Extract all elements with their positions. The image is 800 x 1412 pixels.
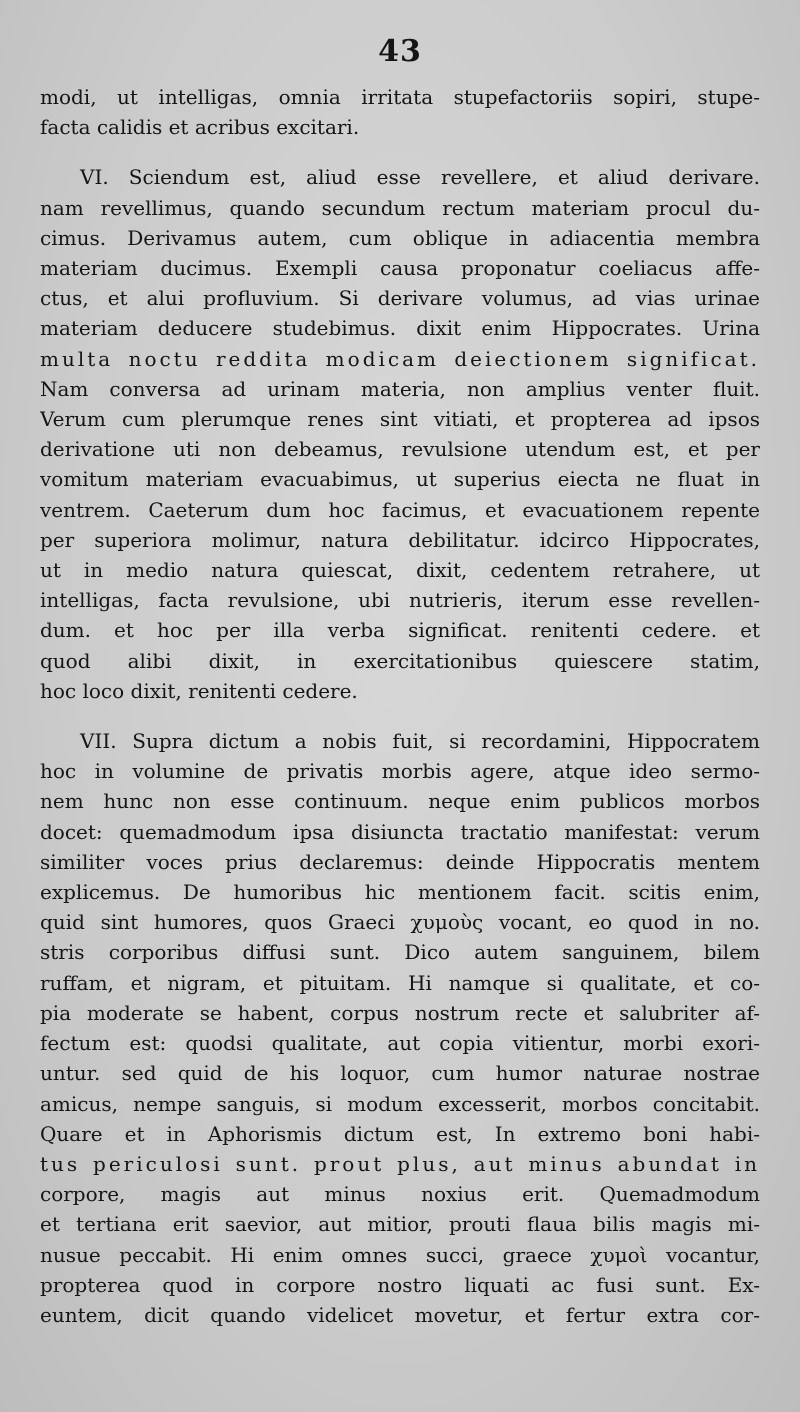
text-line: euntem, dicit quando videlicet movetur, et fertur extra cor- [40, 1302, 760, 1327]
text-line: hoc loco dixit, renitenti cedere. [40, 678, 358, 703]
text-line: nem hunc non esse continuum. neque enim publicos morbos [40, 789, 760, 814]
text-line: Verum cum plerumque renes sint vitiati, et propterea ad ipsos [40, 407, 760, 432]
text-line: similiter voces prius declaremus: deinde Hippocratis mentem [40, 849, 760, 874]
text-line: hoc in volumine de privatis morbis agere, atque ideo sermo- [40, 759, 760, 784]
page-number: 43 [378, 34, 422, 69]
text-line: VI. Sciendum est, aliud esse revellere, et aliud derivare. [80, 165, 760, 190]
text-line: materiam ducimus. Exempli causa proponatur coeliacus affe- [40, 256, 760, 281]
paragraph-vii [40, 726, 760, 1330]
text-line: Quare et in Aphorismis dictum est, In extremo boni habi- [40, 1121, 760, 1146]
text-line: materiam deducere studebimus. dixit enim Hippocrates. Urina [40, 316, 760, 341]
text-line: explicemus. De humoribus hic mentionem facit. scitis enim, [40, 880, 760, 905]
paragraph-vi [40, 162, 760, 706]
text-line: amicus, nempe sanguis, si modum excesserit, morbos concitabit. [40, 1091, 760, 1116]
text-line: untur. sed quid de his loquor, cum humor naturae nostrae [40, 1061, 760, 1086]
text-line: derivatione uti non debeamus, revulsione utendum est, et per [40, 437, 760, 462]
text-line: VII. Supra dictum a nobis fuit, si recordamini, Hippocratem [80, 729, 760, 754]
text-line: tus periculosi sunt. prout plus, aut minus abundat in [40, 1151, 760, 1176]
text-line: per superiora molimur, natura debilitatur. idcirco Hippocrates, [40, 527, 760, 552]
text-line: propterea quod in corpore nostro liquati ac fusi sunt. Ex- [40, 1272, 760, 1297]
text-line: pia moderate se habent, corpus nostrum recte et salubriter af- [40, 1000, 760, 1025]
text-line: ut in medio natura quiescat, dixit, cedentem retrahere, ut [40, 558, 760, 583]
text-line: vomitum materiam evacuabimus, ut superius eiecta ne fluat in [40, 467, 760, 492]
text-line: stris corporibus diffusi sunt. Dico autem sanguinem, bilem [40, 940, 760, 965]
text-line: multa noctu reddita modicam deiectionem significat. [40, 346, 760, 371]
text-line: intelligas, facta revulsione, ubi nutrieris, iterum esse revellen- [40, 588, 760, 613]
text-line: facta calidis et acribus excitari. [40, 115, 360, 140]
text-line: et tertiana erit saevior, aut mitior, prouti flaua bilis magis mi- [40, 1212, 760, 1237]
text-line: ruffam, et nigram, et pituitam. Hi namque si qualitate, et co- [40, 970, 760, 995]
text-line: nam revellimus, quando secundum rectum materiam procul du- [40, 195, 760, 220]
text-line: nusue peccabit. Hi enim omnes succi, graece χυμοὶ vocantur, [40, 1242, 760, 1267]
text-line: quod alibi dixit, in exercitationibus quiescere statim, [40, 648, 760, 673]
text-line: quid sint humores, quos Graeci χυμοὺς vocant, eo quod in no. [40, 910, 760, 935]
text-line: modi, ut intelligas, omnia irritata stupefactoriis sopiri, stupe- [40, 85, 760, 109]
text-line: docet: quemadmodum ipsa disiuncta tractatio manifestat: verum [40, 819, 760, 844]
text-line: ventrem. Caeterum dum hoc facimus, et evacuationem repente [40, 497, 760, 522]
text-line: ctus, et alui profluvium. Si derivare volumus, ad vias urinae [40, 286, 760, 311]
text-line: dum. et hoc per illa verba significat. renitenti cedere. et [40, 618, 760, 643]
paragraph-continuation [40, 82, 760, 142]
text-line: cimus. Derivamus autem, cum oblique in adiacentia membra [40, 225, 760, 250]
text-line: Nam conversa ad urinam materia, non amplius venter fluit. [40, 376, 760, 401]
text-line: fectum est: quodsi qualitate, aut copia vitientur, morbi exori- [40, 1031, 760, 1056]
text-line: corpore, magis aut minus noxius erit. Quemadmodum [40, 1182, 760, 1207]
